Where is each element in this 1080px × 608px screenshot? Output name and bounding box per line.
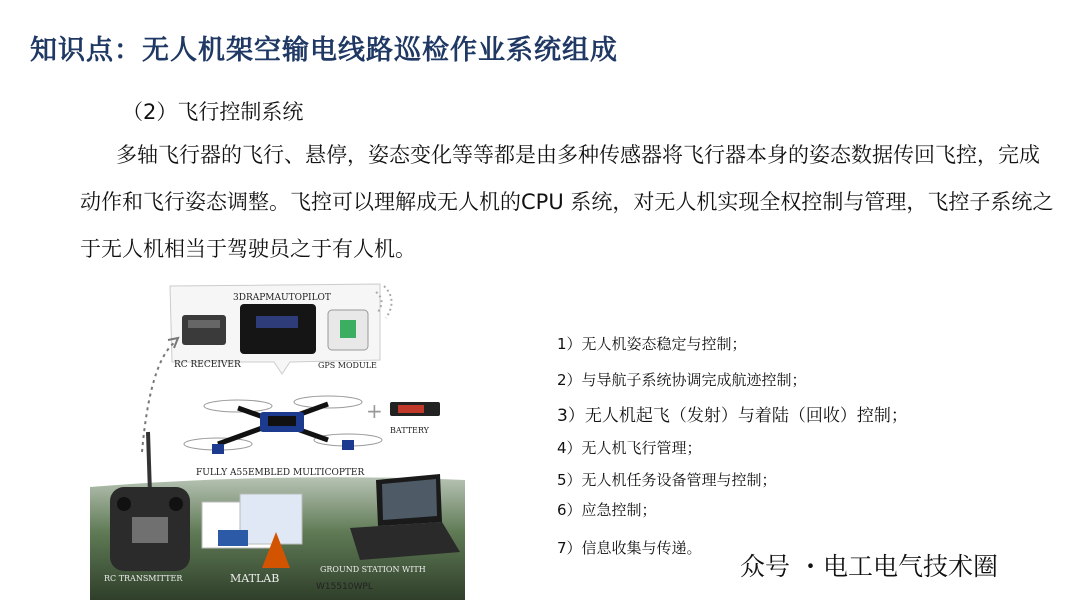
section-subtitle: （2）飞行控制系统 bbox=[122, 100, 304, 124]
list-item: 3）无人机起飞（发射）与着陆（回收）控制； bbox=[557, 406, 908, 426]
list-item: 7）信息收集与传递。 bbox=[557, 539, 702, 557]
gps-module-label: GPS MODULE bbox=[318, 361, 377, 370]
list-item: 2）与导航子系统协调完成航迹控制； bbox=[557, 371, 807, 389]
svg-text:+: + bbox=[366, 399, 383, 423]
multicopter-icon bbox=[184, 396, 382, 454]
image-code-label: W15510WPL bbox=[316, 582, 373, 592]
rc-receiver-label: RC RECEIVER bbox=[174, 360, 241, 370]
autopilot-board-icon bbox=[240, 304, 316, 354]
list-item: 5）无人机任务设备管理与控制； bbox=[557, 471, 777, 489]
page-title: 知识点：无人机架空输电线路巡检作业系统组成 bbox=[30, 35, 618, 66]
body-paragraph: 多轴飞行器的飞行、悬停，姿态变化等等都是由多种传感器将飞行器本身的姿态数据传回飞控，完成动作和飞行姿态调整。飞控可以理解成无人机的CPU 系统，对无人机实现全权控制与管理，飞控子系统之于无人机相当于驾驶员之于有人机。 bbox=[80, 143, 1054, 261]
flight-control-system-figure bbox=[90, 282, 470, 600]
ground-station-label: GROUND STATION WITH bbox=[320, 565, 426, 574]
watermark-text: 众号 ・电工电气技术圈 bbox=[740, 552, 998, 581]
list-item: 6）应急控制； bbox=[557, 501, 657, 519]
list-item: 4）无人机飞行管理； bbox=[557, 439, 702, 457]
multicopter-label: FULLY A55EMBLED MULTICOPTER bbox=[196, 468, 365, 478]
rc-transmitter-icon bbox=[110, 432, 190, 571]
rc-receiver-icon bbox=[182, 315, 226, 345]
matlab-label: MATLAB bbox=[230, 572, 280, 585]
battery-label: BATTERY bbox=[390, 426, 429, 435]
list-item: 1）无人机姿态稳定与控制； bbox=[557, 335, 747, 353]
rc-transmitter-label: RC TRANSMITTER bbox=[104, 574, 183, 583]
system-illustration bbox=[90, 282, 470, 600]
autopilot-label: 3DRAPMAUTOPILOT bbox=[233, 293, 331, 303]
